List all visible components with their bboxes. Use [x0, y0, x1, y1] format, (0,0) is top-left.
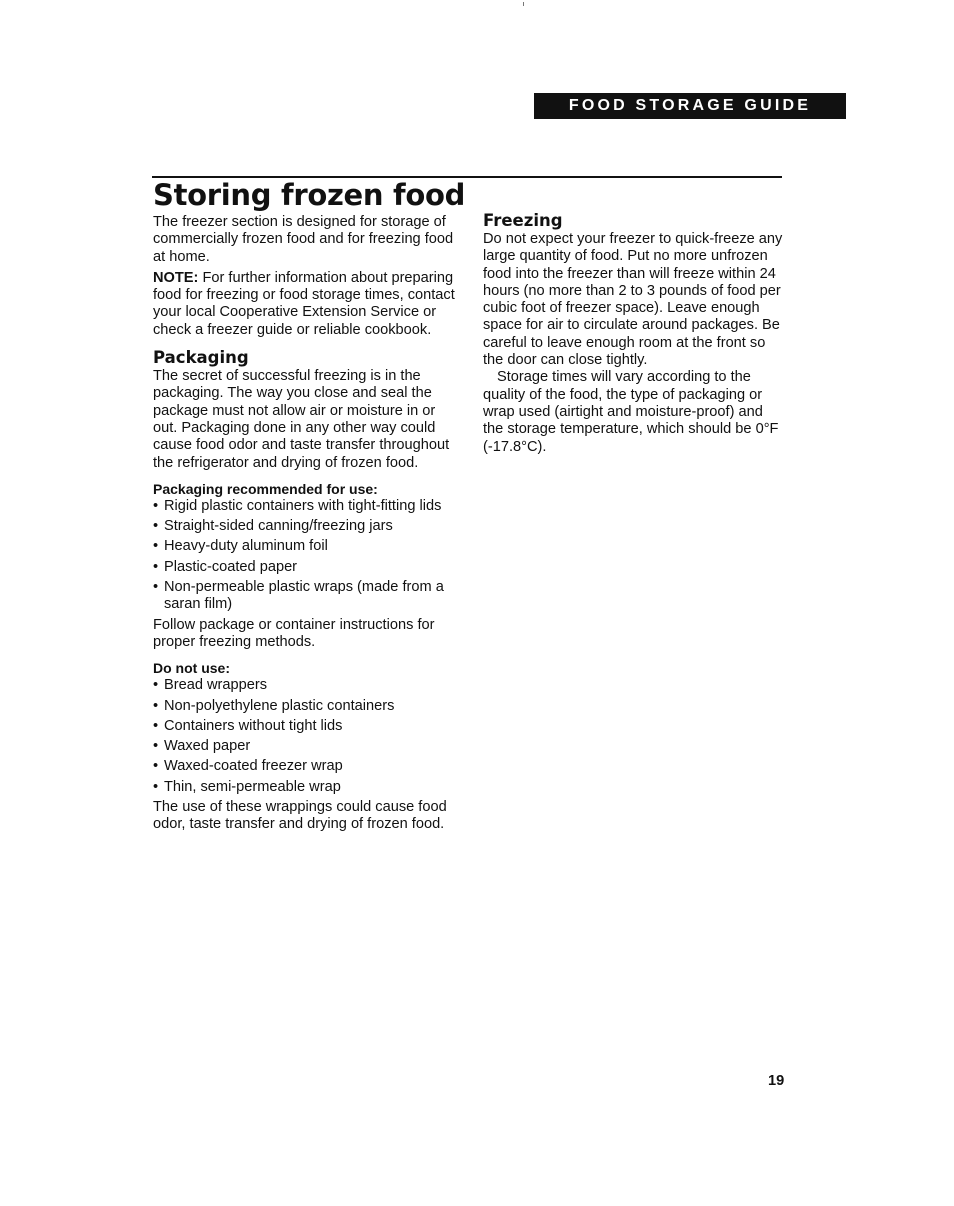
right-column: [483, 211, 783, 460]
list-item-text: Waxed paper: [164, 738, 251, 755]
bullet-icon: •: [153, 518, 159, 535]
list-item: [153, 779, 459, 796]
storage-times-paragraph: Storage times will vary according to the quality of the food, the type of packaging or wrap used (airtight and moisture-proof) and the storage temperature, which should be 0°F (-17.8°C).: [483, 369, 779, 455]
list-item: [153, 677, 459, 694]
list-item: [153, 738, 459, 755]
bullet-icon: •: [153, 677, 159, 694]
list-item: [153, 498, 459, 515]
list-item: [153, 518, 459, 535]
page-title: Storing frozen food: [153, 178, 466, 212]
bullet-icon: •: [153, 497, 159, 514]
list-item-text: Non-polyethylene plastic containers: [164, 697, 395, 714]
intro-paragraph: The freezer section is designed for storage of commercially frozen food and for freezing food at home.: [153, 214, 454, 265]
list-item: [153, 559, 459, 576]
bullet-icon: •: [153, 778, 159, 795]
closing-paragraph: The use of these wrappings could cause food odor, taste transfer and drying of frozen food.: [153, 799, 447, 833]
note-paragraph: [153, 270, 459, 339]
list-item-text: Plastic-coated paper: [164, 558, 298, 575]
section-label: FOOD STORAGE GUIDE: [568, 97, 812, 114]
list-item-text: Bread wrappers: [164, 677, 268, 694]
bullet-icon: •: [153, 738, 159, 755]
list-item-text: Containers without tight lids: [164, 717, 343, 734]
bullet-icon: •: [153, 558, 159, 575]
list-item: [153, 758, 459, 775]
list-item: [153, 538, 459, 555]
freezing-heading: Freezing: [483, 211, 563, 230]
page-number: 19: [768, 1073, 785, 1089]
bullet-icon: •: [153, 697, 159, 714]
freezing-paragraph: Do not expect your freezer to quick-freeze any large quantity of food. Put no more unfrozen food into the freezer than will freeze within 24 hours (no more than 2 to 3 pounds of food per cubic foot of freezer space). Leave enough space for air to circulate around packages. Be careful to leave enough room at the front so the door can close tightly.: [483, 231, 783, 369]
packaging-paragraph: The secret of successful freezing is in the packaging. The way you close and seal the package must not allow air or moisture in or out. Packaging done in any other way could cause food odor and taste transfer throughout the refrigerator and drying of frozen food.: [153, 368, 450, 471]
list-item: [153, 698, 459, 715]
list-item-text: Rigid plastic containers with tight-fitting lids: [164, 497, 442, 514]
list-item: [153, 579, 459, 614]
bullet-icon: •: [153, 717, 159, 734]
note-label: NOTE:: [153, 269, 199, 286]
bullet-icon: •: [153, 538, 159, 555]
do-not-use-heading: Do not use:: [153, 660, 230, 677]
bullet-icon: •: [153, 579, 159, 596]
recommended-heading: Packaging recommended for use:: [153, 480, 378, 497]
list-item-text: Thin, semi-permeable wrap: [164, 778, 341, 795]
scan-mark: [523, 2, 524, 6]
section-header-bar: [534, 93, 846, 119]
list-item: [153, 718, 459, 735]
list-item-text: Heavy-duty aluminum foil: [164, 538, 328, 555]
note-text: For further information about preparing food for freezing or food storage times, contact your local Cooperative Extension Service or check a freezer guide or reliable cookbook.: [153, 269, 455, 338]
packaging-heading: Packaging: [153, 348, 249, 368]
left-column: [153, 214, 459, 838]
do-not-use-list: [153, 677, 459, 796]
follow-instructions-paragraph: Follow package or container instructions for proper freezing methods.: [153, 616, 435, 650]
list-item-text: Non-permeable plastic wraps (made from a saran film): [164, 579, 444, 613]
recommended-list: [153, 498, 459, 614]
list-item-text: Straight-sided canning/freezing jars: [164, 518, 393, 535]
bullet-icon: •: [153, 758, 159, 775]
list-item-text: Waxed-coated freezer wrap: [164, 758, 343, 775]
